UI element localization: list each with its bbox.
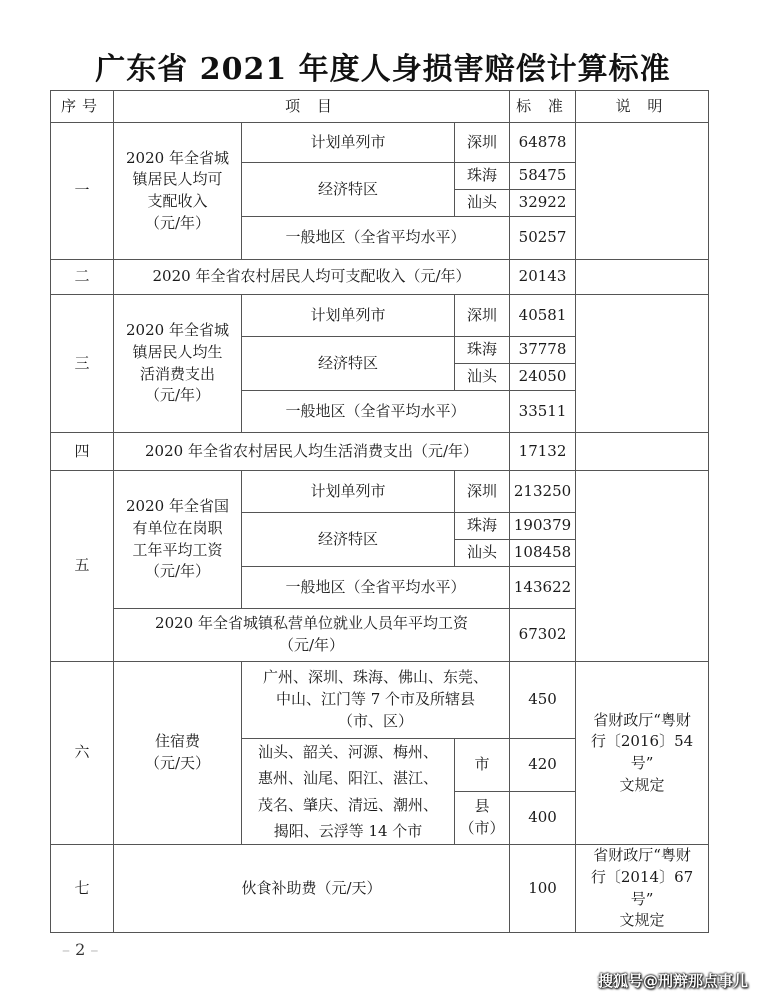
r5-zhuhai: 珠海 (455, 513, 510, 540)
r5-zhuhai-value: 190379 (510, 513, 576, 540)
header-note: 说 明 (576, 91, 709, 123)
r3-shantou-value: 24050 (510, 364, 576, 391)
header-seq: 序号 (51, 91, 114, 123)
r4-note (576, 433, 709, 471)
r3-general: 一般地区（全省平均水平） (242, 391, 510, 433)
r5-shenzhen-value: 213250 (510, 471, 576, 513)
r5-private: 2020 年全省城镇私营单位就业人员年平均工资 （元/年） (114, 609, 510, 662)
page-title: 广东省 2021 年度人身损害赔偿计算标准 (95, 52, 671, 87)
r7-note: 省财政厅“粤财 行〔2014〕67 号” 文规定 (576, 845, 709, 933)
table-row (51, 845, 709, 933)
r2-note (576, 260, 709, 295)
table-header-row (51, 91, 709, 123)
r6-note: 省财政厅“粤财 行〔2016〕54 号” 文规定 (576, 662, 709, 845)
r3-zhuhai: 珠海 (455, 337, 510, 364)
page-number: – 2 – (62, 940, 99, 959)
r6-county-value: 400 (510, 792, 576, 845)
watermark: 搜狐号@刑辩那点事儿 (597, 972, 748, 990)
seq-7: 七 (51, 845, 114, 933)
r5-shantou-value: 108458 (510, 540, 576, 567)
r3-note (576, 295, 709, 433)
r6-city-value: 420 (510, 739, 576, 792)
seq-2: 二 (51, 260, 114, 295)
r1-zhuhai: 珠海 (455, 163, 510, 190)
header-item: 项 目 (114, 91, 510, 123)
r6-category: 住宿费 （元/天） (114, 662, 242, 845)
r7-item: 伙食补助费（元/天） (114, 845, 510, 933)
r1-note (576, 123, 709, 260)
table-row (51, 662, 709, 739)
seq-1: 一 (51, 123, 114, 260)
r6-city: 市 (455, 739, 510, 792)
r3-zhuhai-value: 37778 (510, 337, 576, 364)
header-standard: 标 准 (510, 91, 576, 123)
r5-private-value: 67302 (510, 609, 576, 662)
r5-note (576, 471, 709, 662)
r5-shenzhen: 深圳 (455, 471, 510, 513)
seq-3: 三 (51, 295, 114, 433)
page-number-value: 2 (75, 940, 86, 959)
r6-group1-value: 450 (510, 662, 576, 739)
r6-group2: 汕头、韶关、河源、梅州、 惠州、汕尾、阳江、湛江、 茂名、肇庆、清远、潮州、 揭阳、云浮等 14 个市 (242, 739, 455, 845)
r5-sez: 经济特区 (242, 513, 455, 567)
r5-general-value: 143622 (510, 567, 576, 609)
table-row (51, 260, 709, 295)
seq-4: 四 (51, 433, 114, 471)
r3-plan-city: 计划单列市 (242, 295, 455, 337)
r6-county: 县（市） (455, 792, 510, 845)
seq-5: 五 (51, 471, 114, 662)
r3-sez: 经济特区 (242, 337, 455, 391)
r5-shantou: 汕头 (455, 540, 510, 567)
r1-general: 一般地区（全省平均水平） (242, 217, 510, 260)
r5-plan-city: 计划单列市 (242, 471, 455, 513)
standards-table (50, 90, 709, 933)
r1-category: 2020 年全省城 镇居民人均可 支配收入 （元/年） (114, 123, 242, 260)
r3-shantou: 汕头 (455, 364, 510, 391)
table-row (51, 433, 709, 471)
r5-category: 2020 年全省国 有单位在岗职 工年平均工资 （元/年） (114, 471, 242, 609)
r1-shantou-value: 32922 (510, 190, 576, 217)
table-row (51, 471, 709, 513)
r4-value: 17132 (510, 433, 576, 471)
r1-plan-city: 计划单列市 (242, 123, 455, 163)
r1-general-value: 50257 (510, 217, 576, 260)
r3-shenzhen: 深圳 (455, 295, 510, 337)
r4-item: 2020 年全省农村居民人均生活消费支出（元/年） (114, 433, 510, 471)
r3-category: 2020 年全省城 镇居民人均生 活消费支出 （元/年） (114, 295, 242, 433)
r7-value: 100 (510, 845, 576, 933)
r3-general-value: 33511 (510, 391, 576, 433)
r3-shenzhen-value: 40581 (510, 295, 576, 337)
r2-item: 2020 年全省农村居民人均可支配收入（元/年） (114, 260, 510, 295)
r1-sez: 经济特区 (242, 163, 455, 217)
r1-shantou: 汕头 (455, 190, 510, 217)
r1-zhuhai-value: 58475 (510, 163, 576, 190)
seq-6: 六 (51, 662, 114, 845)
r5-general: 一般地区（全省平均水平） (242, 567, 510, 609)
r1-shenzhen-value: 64878 (510, 123, 576, 163)
table-row (51, 123, 709, 163)
r1-shenzhen: 深圳 (455, 123, 510, 163)
r2-value: 20143 (510, 260, 576, 295)
table-row (51, 295, 709, 337)
r6-group1: 广州、深圳、珠海、佛山、东莞、 中山、江门等 7 个市及所辖县 （市、区） (242, 662, 510, 739)
